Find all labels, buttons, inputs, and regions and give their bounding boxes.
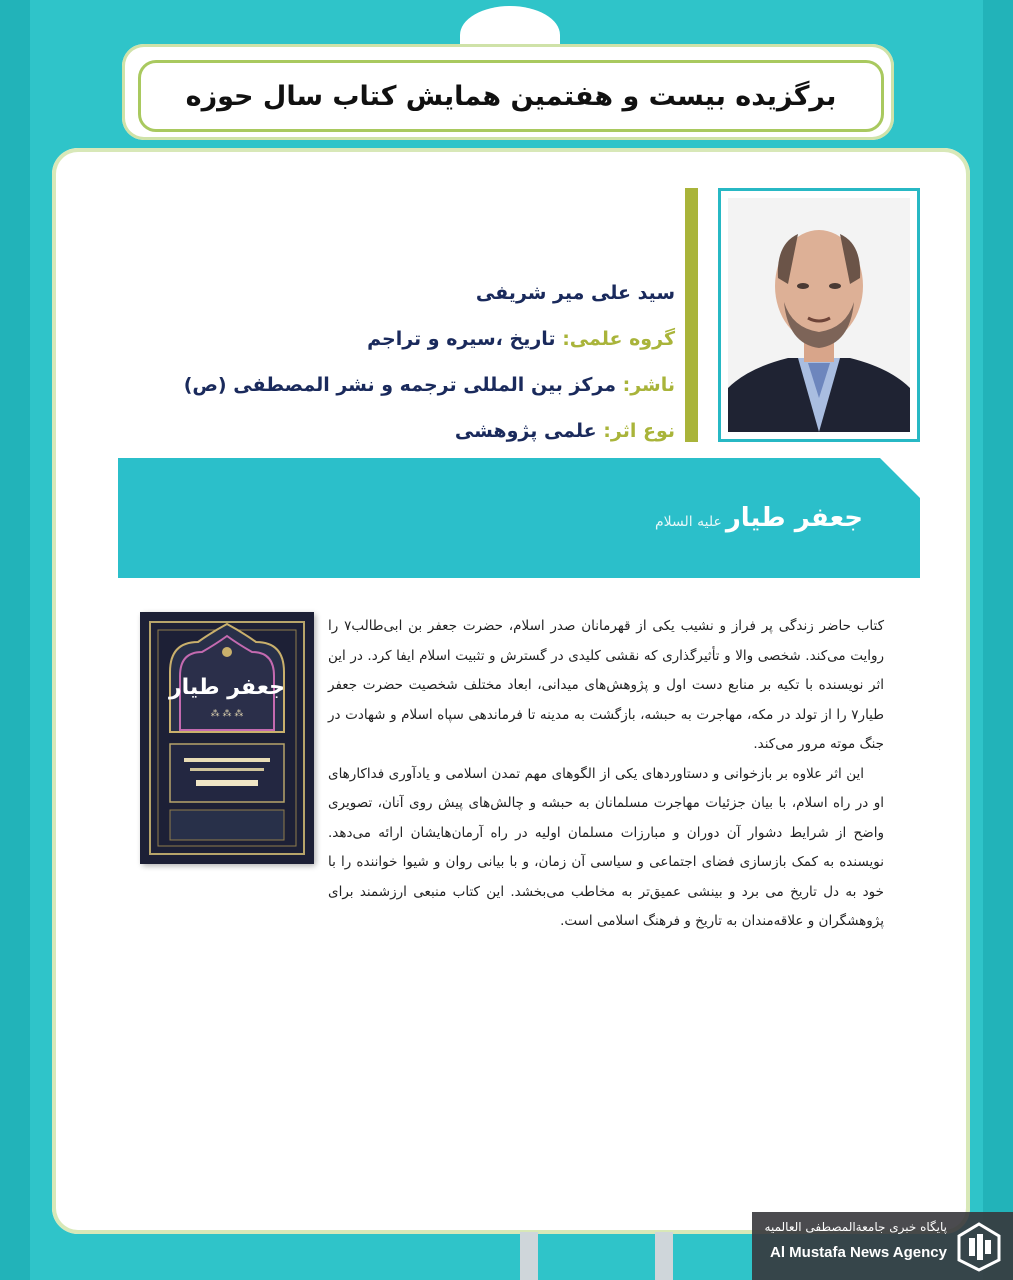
book-title-text: جعفر طیار — [725, 503, 863, 533]
type-row — [195, 414, 675, 460]
svg-text:جعفر طیار: جعفر طیار — [168, 675, 286, 700]
description-paragraph-2: این اثر علاوه بر بازخوانی و دستاوردهای یکی از الگوهای مهم تمدن اسلامی و یادآوری فداکارهای او در راه اسلام، با بیان جزئیات مهاجرت مسلمانان به حبشه و چالش‌های پیش روی آنان، تصویری واضح از شرایط دشوار آن دوران و مبارزات مسلمان اولیه در راه آرمان‌هایشان ارائه می‌دهد. نویسنده به کمک بازسازی فضای اجتماعی و سیاسی آن زمان، و با بیانی روان و شیوا خواننده را با خود به دل تاریخ می برد و بینشی عمیق‌تر به مخاطب می‌بخشد. این کتاب منبعی ارزشمند برای پژوهشگران و علاقه‌مندان به تاریخ و فرهنگ اسلامی است. — [328, 765, 884, 929]
display-stand-leg — [655, 1232, 673, 1280]
publisher-value: مرکز بین المللی ترجمه و نشر المصطفی (ص) — [183, 374, 616, 396]
title-banner — [138, 60, 884, 132]
book-description — [138, 612, 884, 937]
author-name: سید علی میر شریفی — [475, 282, 675, 304]
book-title — [655, 503, 863, 533]
svg-text:⁂ ⁂ ⁂: ⁂ ⁂ ⁂ — [210, 709, 244, 719]
type-label: نوع اثر: — [603, 420, 675, 442]
watermark-persian: پایگاه خبری جامعةالمصطفی العالمیه — [764, 1220, 947, 1234]
page-title: برگزیده بیست و هفتمین همایش کتاب سال حوزه — [185, 80, 837, 112]
publisher-row — [183, 368, 675, 414]
group-value: تاریخ ،سیره و تراجم — [367, 328, 556, 350]
group-row — [195, 322, 675, 368]
background-edge-right — [983, 0, 1013, 1280]
description-paragraph-1: کتاب حاضر زندگی پر فراز و نشیب یکی از قهرمانان صدر اسلام، حضرت جعفر بن ابی‌طالب۷ را روایت می‌کند. شخصی والا و تأثیرگذاری که نقشی کلیدی در گسترش و تثبیت اسلام ایفا کرد. در این اثر نویسنده با تکیه بر منابع دست اول و پژوهش‌های میدانی، ابعاد مختلف شخصیت حضرت جعفر طیار۷ را از تولد در مکه، مهاجرت به حبشه، بازگشت به مدینه تا فرماندهی سپاه اسلام و شهادت در جنگ موته مرور می‌کند. — [328, 618, 885, 752]
watermark-english: Al Mustafa News Agency — [770, 1244, 947, 1261]
cover-spacer — [138, 612, 328, 934]
news-agency-watermark — [752, 1212, 1013, 1280]
author-portrait-icon — [728, 198, 910, 432]
author-photo-frame — [718, 188, 920, 442]
background-edge-left — [0, 0, 30, 1280]
book-title-honorific: علیه السلام — [654, 514, 722, 530]
accent-bar — [685, 188, 698, 442]
group-label: گروه علمی: — [562, 328, 675, 350]
author-photo — [728, 198, 910, 432]
agency-logo-icon — [953, 1220, 1005, 1272]
publisher-label: ناشر: — [622, 374, 675, 396]
type-value: علمی پژوهشی — [454, 420, 597, 442]
display-stand-leg — [520, 1232, 538, 1280]
author-info — [183, 276, 675, 460]
